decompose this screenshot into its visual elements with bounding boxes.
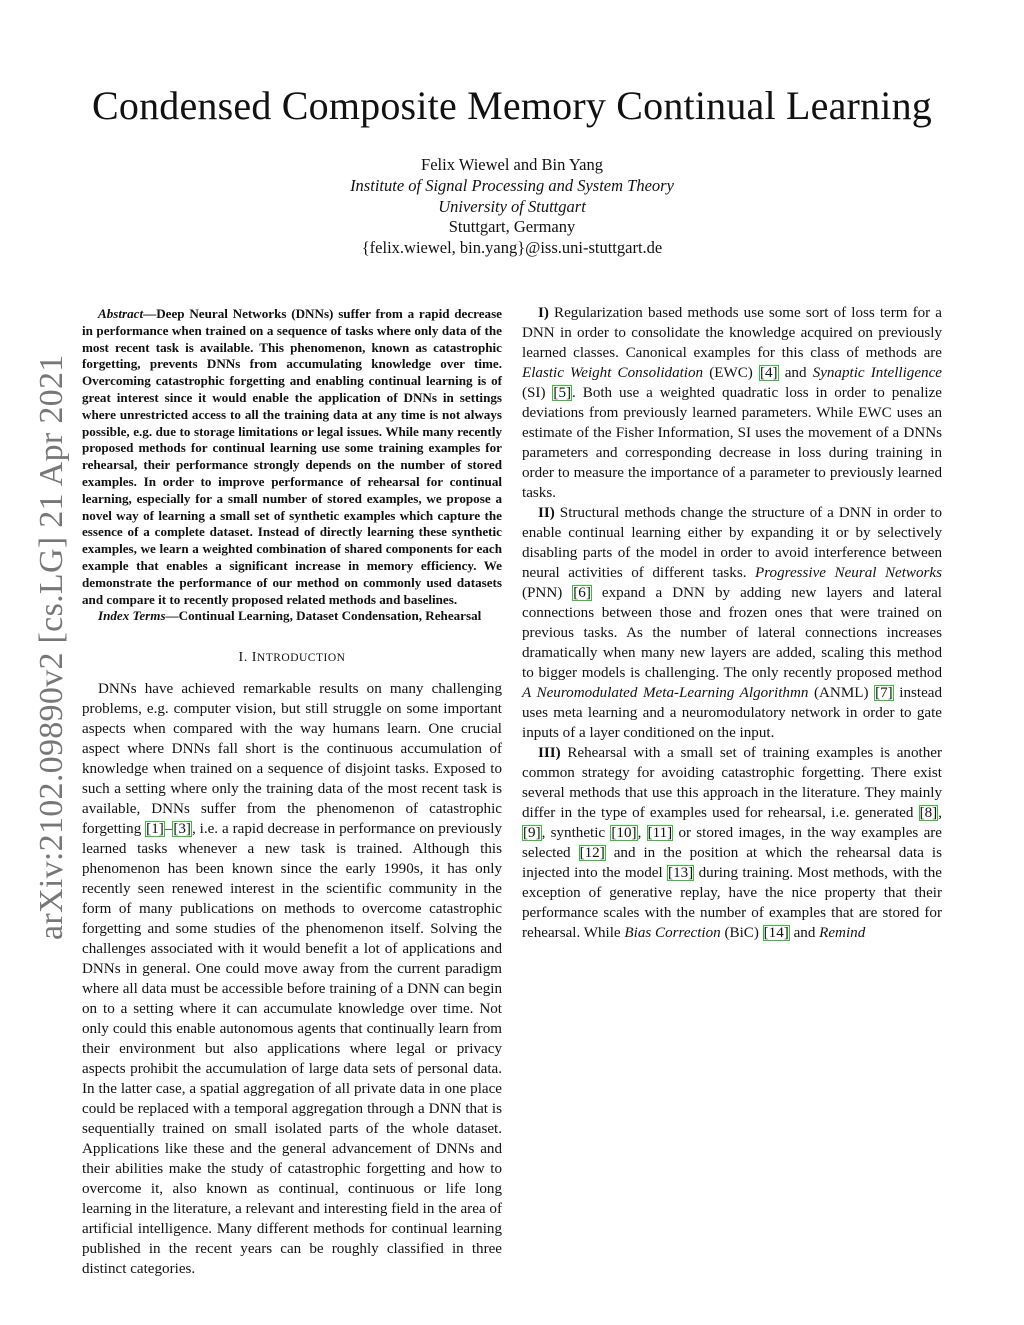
intro-dash: –	[164, 821, 173, 838]
abstract-text: Deep Neural Networks (DNNs) suffer from a rapid decrease in performance when trained on a sequence of tasks where only data of the most recent task is available. This phenomenon, known as catastrophic forgetting, prevents DNNs from accumulating knowledge over time. Overcoming catastrophic forgetting and enabling continual learning is of great interest since it would enable the application of DNNs in settings where unrestricted access to all the training data at any time is not always possible, e.g. due to storage limitations or legal issues. While many recently proposed methods for continual learning use some training examples for rehearsal, their performance strongly depends on the number of stored examples. In order to improve performance of rehearsal for continual learning, especially for a small number of stored examples, we propose a novel way of learning a small set of synthetic examples which capture the essence of a complete dataset. Instead of directly learning these synthetic examples, we learn a weighted combination of shared components for each example that enables a significant increase in memory efficiency. We demonstrate the performance of our method on commonly used datasets and compare it to recently proposed related methods and baselines.	[82, 306, 502, 607]
cat1-text-a: Regularization based methods use some sort of loss term for a DNN in order to consolidate the knowledge acquired on previously learned classes. Canonical examples for this class of methods are	[522, 305, 942, 361]
index-terms-label: Index Terms	[98, 608, 166, 624]
category-rehearsal	[522, 743, 942, 943]
pnn-name: Progressive Neural Networks	[755, 565, 942, 581]
author-institute: Institute of Signal Processing and System Theory	[350, 175, 674, 195]
cat2-text-e: instead uses meta learning and a neuromodulatory network in order to gate inputs of a layer conditioned on the input.	[522, 685, 943, 741]
citation-12[interactable]: [12]	[579, 845, 605, 861]
section-rest: NTRODUCTION	[256, 652, 346, 665]
intro-text-a: DNNs have achieved remarkable results on many challenging problems, e.g. computer vision, but still struggle on some important aspects when compared with the way humans learn. One crucial aspect where DNNs fall short is the continuous accumulation of knowledge when trained on a sequence of disjoint tasks. Exposed to such a setting where only the training data of the most recent task is available, DNNs suffer from the phenomenon of catastrophic forgetting	[82, 681, 502, 838]
ewc-name: Elastic Weight Consolidation	[522, 365, 704, 381]
abstract	[82, 306, 502, 625]
citation-4[interactable]: [4]	[759, 365, 778, 381]
cat3-sep-1: ,	[938, 805, 942, 821]
index-terms	[82, 608, 502, 625]
cat3-text-e: during training. Most methods, with the exception of generative replay, have the nice property that their performance scales with the number of examples that are stored for rehearsal. While	[522, 865, 942, 941]
anml-name: A Neuromodulated Meta-Learning Algorithmn	[522, 685, 809, 701]
category-structural	[522, 503, 942, 743]
cat2-label: II)	[538, 505, 555, 521]
section-heading-introduction	[82, 649, 502, 667]
citation-11[interactable]: [11]	[647, 825, 673, 841]
abstract-label: Abstract	[98, 306, 144, 321]
cat2-text-d: (ANML)	[808, 685, 875, 701]
cat3-text-b: , synthetic	[541, 825, 611, 841]
citation-7[interactable]: [7]	[875, 685, 893, 701]
cat1-text-e: . Both use a weighted quadratic loss in order to penalize deviations from previously learned parameters. While EWC uses an estimate of the Fisher Information, SI uses the movement of a DNNs parameters and corresponding decrease in loss during training in order to measure the importance of a parameter to previously learned tasks.	[522, 385, 942, 501]
cat3-text-c: or stored images, in the way examples are selected	[522, 825, 942, 861]
cat1-text-c: and	[778, 365, 813, 381]
introduction-body	[82, 679, 502, 1279]
citation-1[interactable]: [1]	[146, 821, 164, 838]
left-column	[82, 306, 502, 1279]
index-terms-dash: —	[165, 608, 179, 624]
category-regularization	[522, 303, 942, 503]
cat3-text-f: (BiC)	[720, 925, 763, 941]
citation-3[interactable]: [3]	[173, 821, 191, 838]
si-name: Synaptic Intelligence	[812, 365, 942, 381]
cat1-text-b: (EWC)	[703, 365, 759, 381]
remind-name: Remind	[819, 925, 866, 941]
cat3-label: III)	[538, 745, 561, 761]
index-terms-text: Continual Learning, Dataset Condensation, Rehearsal	[178, 608, 482, 624]
section-first-letter: I	[251, 650, 257, 666]
bic-name: Bias Correction	[624, 925, 721, 941]
abstract-dash: —	[143, 306, 157, 321]
cat3-text-g: and	[789, 925, 820, 941]
abstract-paragraph	[82, 306, 502, 608]
cat2-text-a: Structural methods change the structure of a DNN in order to enable continual learning either by expanding it or by selectively disabling parts of the model in order to avoid interference between neural activities of different tasks.	[522, 505, 942, 581]
paper-title: Condensed Composite Memory Continual Learning	[92, 83, 932, 128]
author-email: {felix.wiewel, bin.yang}@iss.uni-stuttgart.de	[361, 238, 663, 258]
right-column-body	[522, 303, 942, 943]
intro-paragraph	[82, 679, 502, 1279]
author-university: University of Stuttgart	[438, 196, 586, 216]
right-column	[522, 303, 942, 943]
cat3-text-d: and in the position at which the rehearsal data is injected into the model	[522, 845, 942, 881]
author-names: Felix Wiewel and Bin Yang	[421, 155, 603, 174]
citation-13[interactable]: [13]	[668, 865, 694, 881]
citation-14[interactable]: [14]	[763, 925, 789, 941]
section-numeral: I.	[238, 650, 252, 666]
author-location: Stuttgart, Germany	[448, 217, 576, 237]
cat3-sep-2: ,	[637, 825, 647, 841]
author-block	[0, 155, 1024, 259]
cat3-text-a: Rehearsal with a small set of training examples is another common strategy for avoiding catastrophic forgetting. There exist several methods that use this approach in the literature. They mainly differ in the type of examples used for rehearsal, i.e. generated	[522, 745, 942, 821]
citation-6[interactable]: [6]	[573, 585, 591, 601]
cat2-text-b: (PNN)	[522, 585, 573, 601]
cat1-label: I)	[538, 305, 549, 321]
cat1-text-d: (SI)	[522, 385, 553, 401]
citation-5[interactable]: [5]	[553, 385, 572, 401]
cat2-text-c: expand a DNN by adding new layers and lateral connections between those and frozen ones that were trained on previous tasks. As the number of lateral connections increases dramatically when many new layers are added, scaling this method to bigger models is challenging. The only recently proposed method	[522, 585, 942, 681]
citation-8[interactable]: [8]	[919, 805, 938, 821]
arxiv-identifier: arXiv:2102.09890v2 [cs.LG] 21 Apr 2021	[33, 354, 70, 940]
intro-text-b: , i.e. a rapid decrease in performance on previously learned tasks whenever a new task is trained. Although this phenomenon has been known since the early 1990s, it has only recently seen renewed interest in the scientific community in the form of many publications on methods to overcome catastrophic forgetting and some studies of the phenomenon itself. Solving the challenges associated with it would benefit a lot of applications and DNNs in general. One could move away from the current paradigm where all data must be accessible before training of a DNN can begin on to a setting where it can accumulate knowledge over time. Not only could this enable autonomous agents that continually learn from their environment but also applications where legal or privacy aspects prohibit the accumulation of large data sets of personal data. In the latter case, a spatial aggregation of all private data in one place could be replaced with a temporal aggregation through a DNN that is sequentially trained on small isolated parts of the whole dataset. Applications like these and the general advancement of DNNs and their abilities make the study of catastrophic forgetting and how to overcome it, also known as continual, continuous or life long learning in the literature, a relevant and interesting field in the area of artificial intelligence. Many different methods for continual learning published in the recent years can be roughly classified in three distinct categories.	[82, 821, 502, 1278]
citation-10[interactable]: [10]	[611, 825, 637, 841]
citation-9[interactable]: [9]	[523, 825, 541, 841]
